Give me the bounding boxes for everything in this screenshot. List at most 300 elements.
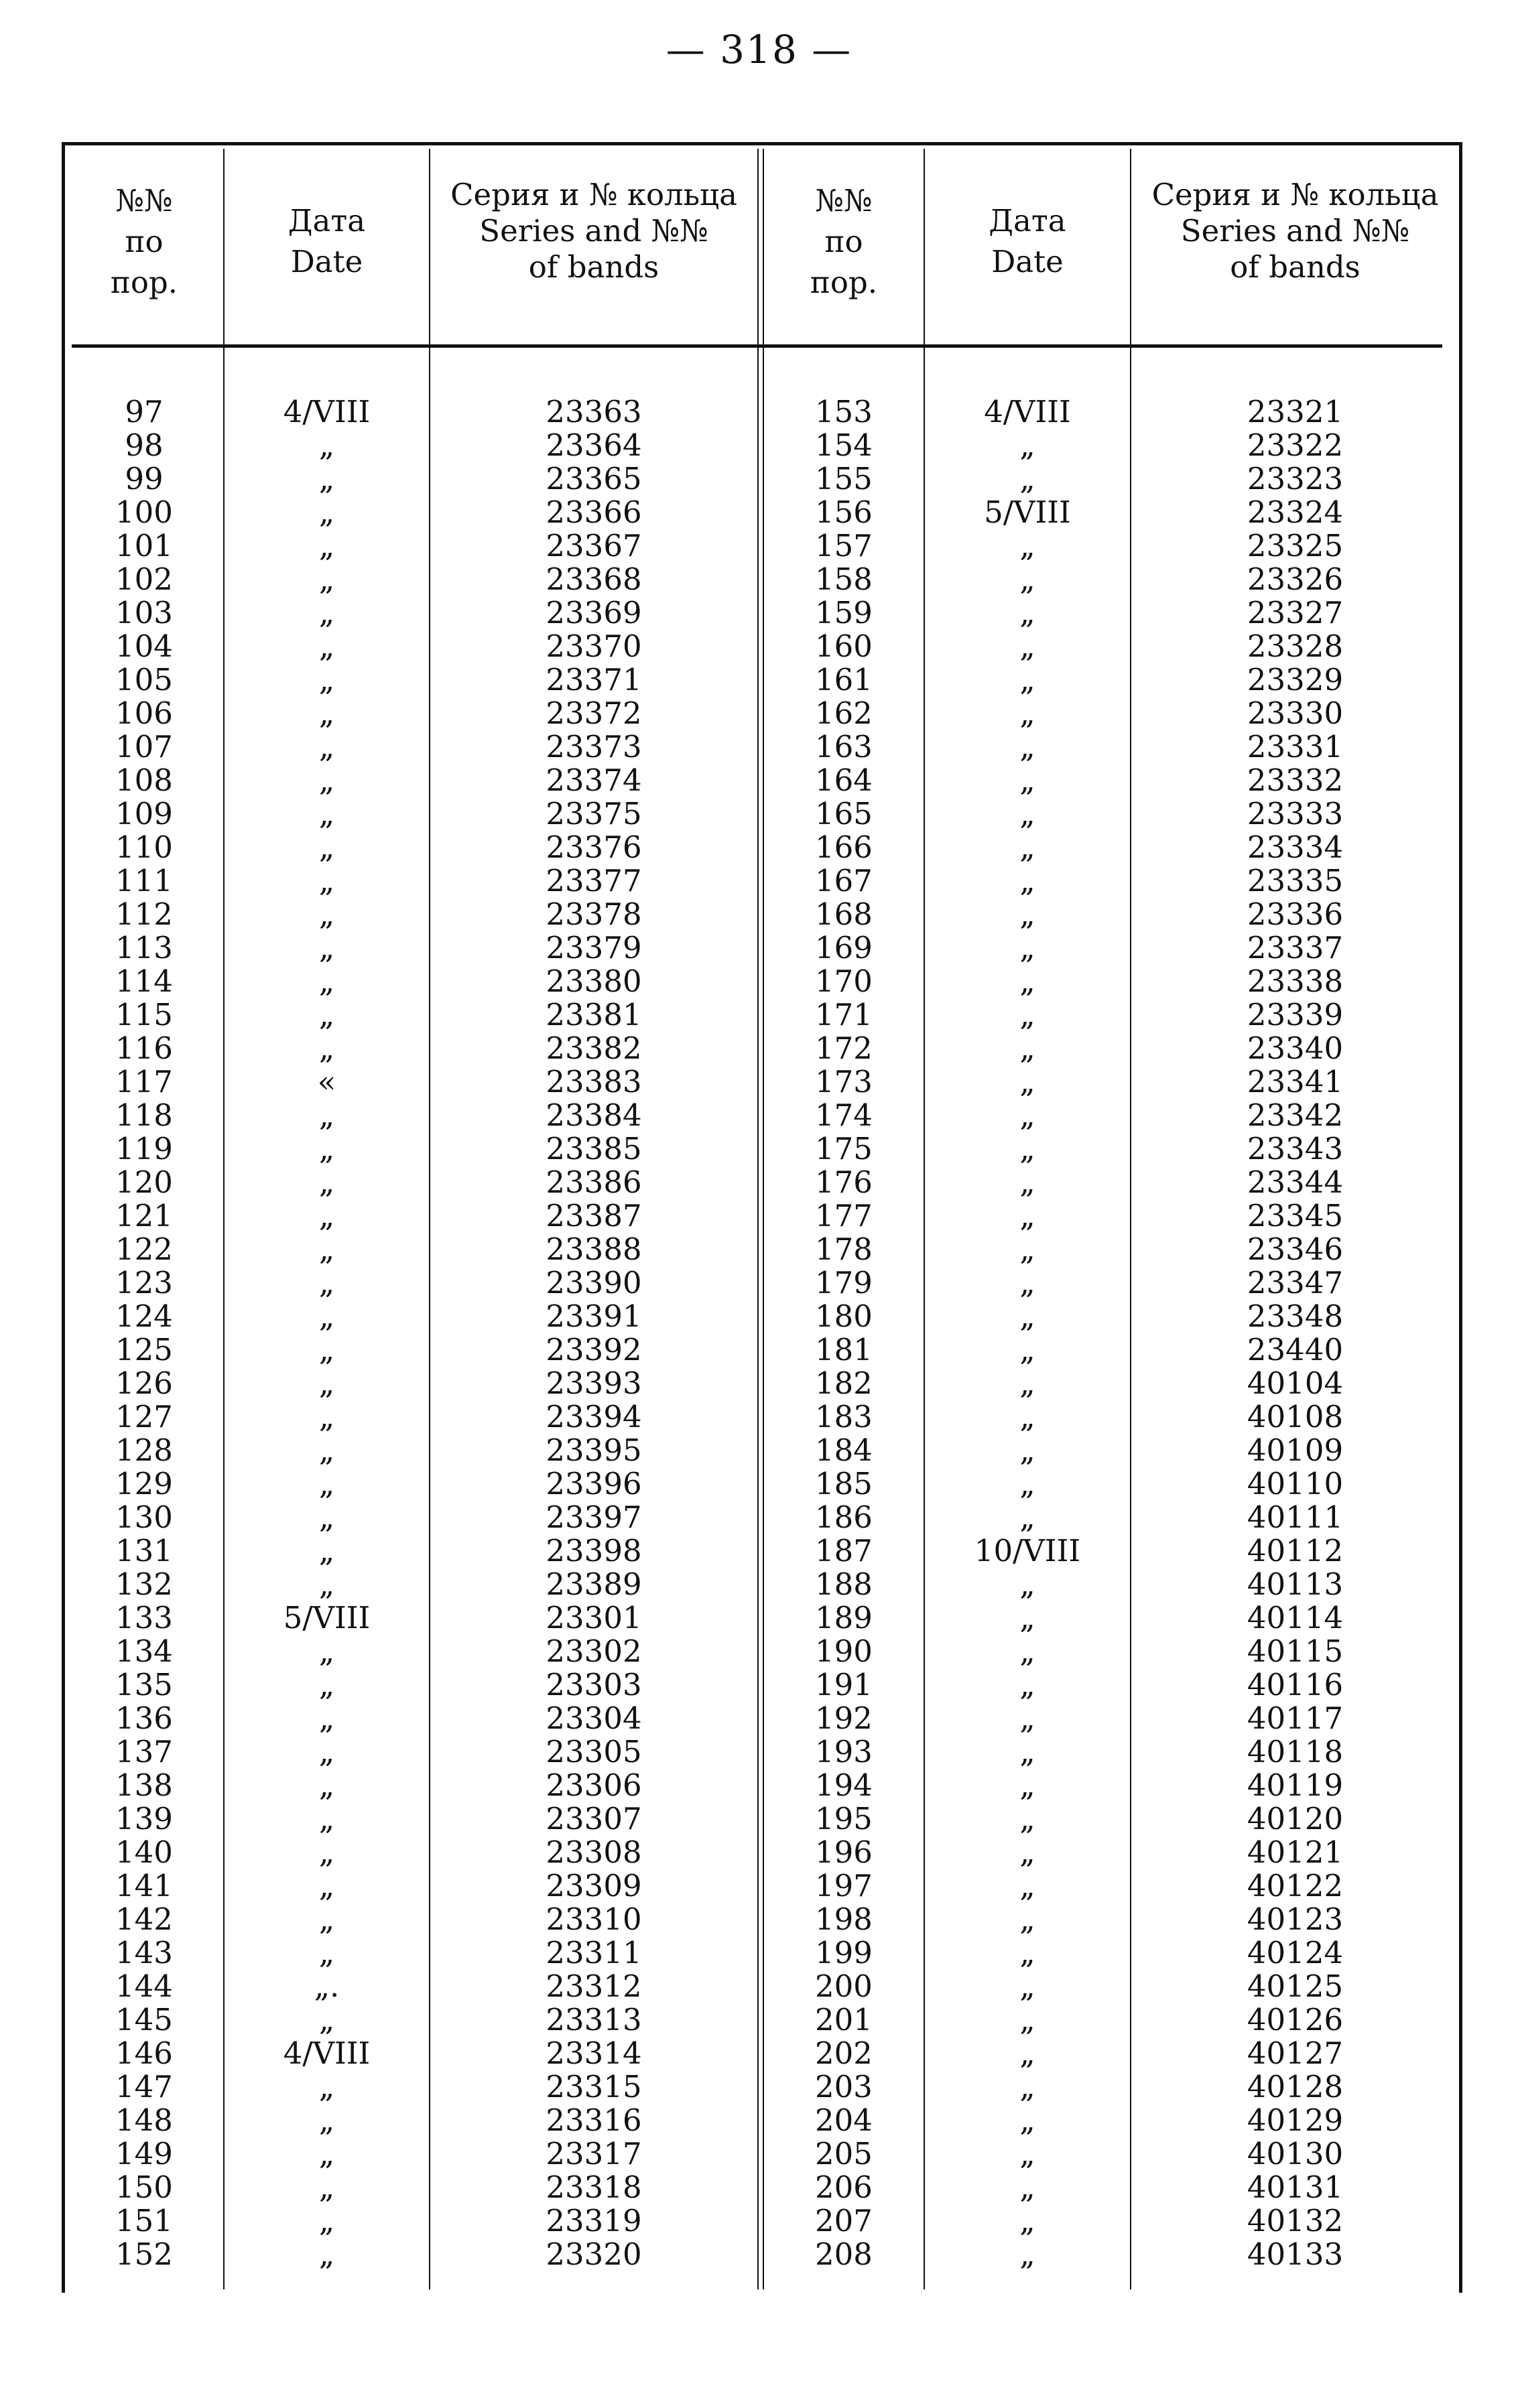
left-no-cell: 114 <box>115 963 173 999</box>
right-no-cell: 204 <box>815 2102 873 2138</box>
left-date-cell: „ <box>318 1466 335 1501</box>
right-date-cell: „ <box>1019 461 1035 496</box>
left-band-cell: 23319 <box>546 2203 642 2238</box>
left-band-cell: 23381 <box>546 997 642 1032</box>
right-band-cell: 40128 <box>1247 2069 1344 2104</box>
right-date-cell: „ <box>1019 1901 1035 1937</box>
left-no-cell: 142 <box>115 1901 173 1937</box>
left-band-cell: 23368 <box>546 561 642 597</box>
left-no-cell: 144 <box>115 1968 173 2004</box>
right-date-cell: „ <box>1019 896 1035 932</box>
left-date-cell: „ <box>318 561 335 597</box>
left-date-cell: „ <box>318 762 335 798</box>
left-no-cell: 140 <box>115 1834 173 1870</box>
left-date-cell: „ <box>318 494 335 530</box>
left-date-cell: „ <box>318 427 335 463</box>
right-band-cell: 23346 <box>1247 1231 1344 1267</box>
right-band-cell: 40131 <box>1247 2169 1344 2205</box>
left-band-cell: 23306 <box>546 1767 642 1803</box>
right-band-cell: 40133 <box>1247 2236 1344 2272</box>
right-date-cell: „ <box>1019 1164 1035 1200</box>
right-band-cell: 23327 <box>1247 595 1344 630</box>
left-date-cell: „ <box>318 1432 335 1468</box>
right-no-cell: 205 <box>815 2136 873 2171</box>
header-text: пор. <box>110 264 178 300</box>
left-no-cell: 134 <box>115 1633 173 1669</box>
left-date-cell: 4/VIII <box>283 394 371 429</box>
right-no-cell: 187 <box>815 1533 873 1568</box>
right-date-cell: „ <box>1019 1030 1035 1066</box>
right-band-cell: 23324 <box>1247 494 1344 530</box>
right-no-cell: 183 <box>815 1399 873 1434</box>
right-band-cell: 23326 <box>1247 561 1344 597</box>
left-no-cell: 116 <box>115 1030 173 1066</box>
left-band-cell: 23385 <box>546 1131 642 1166</box>
right-date-cell: „ <box>1019 1633 1035 1669</box>
left-date-cell: „ <box>318 2102 335 2138</box>
left-date-cell: „ <box>318 1198 335 1233</box>
right-no-cell: 159 <box>815 595 873 630</box>
left-date-cell: „ <box>318 1298 335 1334</box>
left-no-cell: 147 <box>115 2069 173 2104</box>
right-no-cell: 199 <box>815 1935 873 1970</box>
right-no-cell: 185 <box>815 1466 873 1501</box>
left-no-cell: 107 <box>115 729 173 764</box>
right-band-cell: 23330 <box>1247 695 1344 731</box>
right-date-cell: „ <box>1019 762 1035 798</box>
right-date-cell: „ <box>1019 1734 1035 1769</box>
left-band-cell: 23301 <box>546 1600 642 1635</box>
right-band-cell: 23345 <box>1247 1198 1344 1233</box>
right-no-cell: 207 <box>815 2203 873 2238</box>
left-date-cell: „ <box>318 2169 335 2205</box>
right-no-cell: 170 <box>815 963 873 999</box>
left-date-cell: „ <box>318 1767 335 1803</box>
left-date-cell: „ <box>318 2236 335 2272</box>
header-text: по <box>125 223 164 259</box>
right-band-cell: 23322 <box>1247 427 1344 463</box>
table-right-border <box>1459 142 1462 2293</box>
left-date-cell: „ <box>318 1667 335 1702</box>
left-no-cell: 150 <box>115 2169 173 2205</box>
left-no-cell: 115 <box>115 997 173 1032</box>
header-text: of bands <box>528 249 659 285</box>
right-no-cell: 203 <box>815 2069 873 2104</box>
left-band-cell: 23310 <box>546 1901 642 1937</box>
right-date-cell: „ <box>1019 729 1035 764</box>
table-top-rule <box>62 142 1462 145</box>
left-date-cell: „ <box>318 1834 335 1870</box>
left-no-cell: 98 <box>125 427 164 463</box>
left-date-cell: 4/VIII <box>283 2035 371 2071</box>
left-no-cell: 125 <box>115 1332 173 1367</box>
left-date-cell: „ <box>318 695 335 731</box>
left-no-cell: 105 <box>115 662 173 697</box>
left-date-cell: „ <box>318 2069 335 2104</box>
left-no-cell: 123 <box>115 1265 173 1300</box>
header-text: №№ <box>815 183 873 218</box>
left-no-cell: 117 <box>115 1064 173 1099</box>
left-band-cell: 23389 <box>546 1566 642 1602</box>
left-date-cell: „ <box>318 662 335 697</box>
left-band-cell: 23305 <box>546 1734 642 1769</box>
left-no-cell: 122 <box>115 1231 173 1267</box>
header-right-no <box>764 181 924 303</box>
left-no-cell: 109 <box>115 796 173 831</box>
right-no-cell: 193 <box>815 1734 873 1769</box>
right-date-cell: „ <box>1019 2002 1035 2037</box>
left-no-cell: 151 <box>115 2203 173 2238</box>
right-band-cell: 40121 <box>1247 1834 1344 1870</box>
right-date-cell: „ <box>1019 1968 1035 2004</box>
left-no-cell: 97 <box>125 394 164 429</box>
right-no-cell: 197 <box>815 1868 873 1903</box>
right-band-cell: 40113 <box>1247 1566 1344 1602</box>
right-no-cell: 173 <box>815 1064 873 1099</box>
left-date-cell: „ <box>318 796 335 831</box>
left-date-cell: „ <box>318 1365 335 1401</box>
right-band-cell: 23329 <box>1247 662 1344 697</box>
left-no-cell: 130 <box>115 1499 173 1535</box>
left-no-cell: 120 <box>115 1164 173 1200</box>
right-band-cell: 40132 <box>1247 2203 1344 2238</box>
right-date-cell: 4/VIII <box>984 394 1071 429</box>
right-no-cell: 190 <box>815 1633 873 1669</box>
right-band-cell: 40112 <box>1247 1533 1344 1568</box>
right-band-cell: 40104 <box>1247 1365 1344 1401</box>
right-band-cell: 40117 <box>1247 1700 1344 1736</box>
right-no-cell: 156 <box>815 494 873 530</box>
left-band-cell: 23386 <box>546 1164 642 1200</box>
header-text: по <box>824 223 863 259</box>
right-band-cell: 40115 <box>1247 1633 1344 1669</box>
right-no-cell: 169 <box>815 930 873 965</box>
left-no-cell: 139 <box>115 1801 173 1836</box>
left-band-cell: 23374 <box>546 762 642 798</box>
left-no-cell: 113 <box>115 930 173 965</box>
left-band-column <box>430 395 757 2271</box>
left-band-cell: 23363 <box>546 394 642 429</box>
left-no-cell: 121 <box>115 1198 173 1233</box>
right-no-cell: 177 <box>815 1198 873 1233</box>
right-date-cell: „ <box>1019 796 1035 831</box>
right-no-cell: 158 <box>815 561 873 597</box>
left-date-cell: „ <box>318 1901 335 1937</box>
divider-middle-a <box>757 149 759 2289</box>
right-no-cell: 186 <box>815 1499 873 1535</box>
left-date-cell: „ <box>318 1734 335 1769</box>
right-band-cell: 23335 <box>1247 863 1344 898</box>
right-no-cell: 164 <box>815 762 873 798</box>
left-date-cell: „ <box>318 896 335 932</box>
left-no-cell: 108 <box>115 762 173 798</box>
left-date-cell: „ <box>318 963 335 999</box>
right-date-cell: „ <box>1019 1097 1035 1133</box>
header-text: Date <box>991 243 1064 279</box>
right-date-cell: „ <box>1019 2169 1035 2205</box>
right-no-cell: 167 <box>815 863 873 898</box>
right-no-cell: 168 <box>815 896 873 932</box>
left-band-cell: 23396 <box>546 1466 642 1501</box>
left-band-cell: 23373 <box>546 729 642 764</box>
left-band-cell: 23390 <box>546 1265 642 1300</box>
header-text: Дата <box>288 203 366 239</box>
right-no-cell: 157 <box>815 528 873 563</box>
right-no-cell: 154 <box>815 427 873 463</box>
left-band-cell: 23318 <box>546 2169 642 2205</box>
right-band-cell: 23333 <box>1247 796 1344 831</box>
right-band-cell: 40111 <box>1247 1499 1344 1535</box>
left-band-cell: 23398 <box>546 1533 642 1568</box>
left-no-column <box>65 395 223 2271</box>
left-band-cell: 23315 <box>546 2069 642 2104</box>
left-no-cell: 148 <box>115 2102 173 2138</box>
left-band-cell: 23394 <box>546 1399 642 1434</box>
right-band-cell: 23342 <box>1247 1097 1344 1133</box>
left-band-cell: 23383 <box>546 1064 642 1099</box>
header-text: Series and №№ <box>1180 213 1410 249</box>
left-date-cell: „ <box>318 997 335 1032</box>
right-no-cell: 192 <box>815 1700 873 1736</box>
left-band-cell: 23397 <box>546 1499 642 1535</box>
left-no-cell: 126 <box>115 1365 173 1401</box>
right-band-cell: 23325 <box>1247 528 1344 563</box>
right-date-cell: „ <box>1019 2069 1035 2104</box>
header-right-date <box>925 201 1130 283</box>
right-band-cell: 23321 <box>1247 394 1344 429</box>
right-band-cell: 23347 <box>1247 1265 1344 1300</box>
right-no-cell: 162 <box>815 695 873 731</box>
left-band-cell: 23384 <box>546 1097 642 1133</box>
left-date-cell: „ <box>318 829 335 865</box>
header-right-series <box>1131 177 1459 285</box>
right-band-cell: 40130 <box>1247 2136 1344 2171</box>
right-no-column <box>764 395 924 2271</box>
right-band-cell: 40110 <box>1247 1466 1344 1501</box>
left-date-cell: „ <box>318 1265 335 1300</box>
left-date-cell: „ <box>318 528 335 563</box>
header-left-date <box>225 201 429 283</box>
right-band-column <box>1131 395 1459 2271</box>
header-text: Series and №№ <box>479 213 708 249</box>
left-band-cell: 23375 <box>546 796 642 831</box>
right-band-cell: 40122 <box>1247 1868 1344 1903</box>
header-text: Серия и № кольца <box>450 177 737 212</box>
left-no-cell: 106 <box>115 695 173 731</box>
left-date-cell: „ <box>318 1700 335 1736</box>
right-date-cell: „ <box>1019 1868 1035 1903</box>
right-band-cell: 40123 <box>1247 1901 1344 1937</box>
right-no-cell: 174 <box>815 1097 873 1133</box>
left-no-cell: 124 <box>115 1298 173 1334</box>
left-date-cell: „ <box>318 1131 335 1166</box>
right-band-cell: 23337 <box>1247 930 1344 965</box>
left-date-cell: „ <box>318 1801 335 1836</box>
right-date-cell: „ <box>1019 863 1035 898</box>
left-no-cell: 133 <box>115 1600 173 1635</box>
left-no-cell: 145 <box>115 2002 173 2037</box>
left-band-cell: 23307 <box>546 1801 642 1836</box>
left-no-cell: 101 <box>115 528 173 563</box>
right-no-cell: 181 <box>815 1332 873 1367</box>
right-date-cell: „ <box>1019 427 1035 463</box>
right-date-cell: „ <box>1019 1064 1035 1099</box>
right-date-cell: 5/VIII <box>984 494 1071 530</box>
right-date-cell: 10/VIII <box>974 1533 1081 1568</box>
right-band-cell: 40114 <box>1247 1600 1344 1635</box>
left-no-cell: 127 <box>115 1399 173 1434</box>
right-band-cell: 23339 <box>1247 997 1344 1032</box>
right-date-cell: „ <box>1019 561 1035 597</box>
right-no-cell: 191 <box>815 1667 873 1702</box>
right-band-cell: 40118 <box>1247 1734 1344 1769</box>
right-no-cell: 175 <box>815 1131 873 1166</box>
left-date-cell: „ <box>318 1231 335 1267</box>
right-date-cell: „ <box>1019 1231 1035 1267</box>
right-date-cell: „ <box>1019 1600 1035 1635</box>
right-date-cell: „ <box>1019 695 1035 731</box>
right-date-cell: „ <box>1019 528 1035 563</box>
right-date-cell: „ <box>1019 1365 1035 1401</box>
right-no-cell: 166 <box>815 829 873 865</box>
right-date-cell: „ <box>1019 1298 1035 1334</box>
left-no-cell: 132 <box>115 1566 173 1602</box>
left-date-cell: „. <box>314 1968 340 2004</box>
left-no-cell: 112 <box>115 896 173 932</box>
right-band-cell: 40116 <box>1247 1667 1344 1702</box>
right-date-cell: „ <box>1019 997 1035 1032</box>
left-band-cell: 23393 <box>546 1365 642 1401</box>
left-band-cell: 23380 <box>546 963 642 999</box>
left-band-cell: 23316 <box>546 2102 642 2138</box>
left-band-cell: 23312 <box>546 1968 642 2004</box>
left-band-cell: 23303 <box>546 1667 642 1702</box>
right-date-cell: „ <box>1019 2035 1035 2071</box>
left-date-cell: „ <box>318 1868 335 1903</box>
left-no-cell: 136 <box>115 1700 173 1736</box>
left-band-cell: 23366 <box>546 494 642 530</box>
right-no-cell: 160 <box>815 628 873 664</box>
left-no-cell: 146 <box>115 2035 173 2071</box>
left-band-cell: 23304 <box>546 1700 642 1736</box>
left-band-cell: 23395 <box>546 1432 642 1468</box>
left-no-cell: 149 <box>115 2136 173 2171</box>
right-date-cell: „ <box>1019 1935 1035 1970</box>
right-no-cell: 196 <box>815 1834 873 1870</box>
left-band-cell: 23364 <box>546 427 642 463</box>
right-no-cell: 198 <box>815 1901 873 1937</box>
left-date-cell: „ <box>318 1332 335 1367</box>
right-date-cell: „ <box>1019 1767 1035 1803</box>
left-date-cell: „ <box>318 1499 335 1535</box>
right-no-cell: 155 <box>815 461 873 496</box>
right-band-cell: 23323 <box>1247 461 1344 496</box>
left-band-cell: 23367 <box>546 528 642 563</box>
left-date-cell: „ <box>318 1097 335 1133</box>
right-no-cell: 206 <box>815 2169 873 2205</box>
left-date-cell: „ <box>318 1533 335 1568</box>
right-date-cell: „ <box>1019 1332 1035 1367</box>
header-text: Серия и № кольца <box>1151 177 1439 212</box>
header-left-no <box>65 181 223 303</box>
right-no-cell: 201 <box>815 2002 873 2037</box>
left-date-cell: „ <box>318 2203 335 2238</box>
right-no-cell: 153 <box>815 394 873 429</box>
right-band-cell: 23338 <box>1247 963 1344 999</box>
left-no-cell: 110 <box>115 829 173 865</box>
left-date-cell: „ <box>318 461 335 496</box>
right-no-cell: 200 <box>815 1968 873 2004</box>
right-date-cell: „ <box>1019 2136 1035 2171</box>
left-band-cell: 23388 <box>546 1231 642 1267</box>
left-date-cell: „ <box>318 1566 335 1602</box>
left-no-cell: 135 <box>115 1667 173 1702</box>
left-band-cell: 23313 <box>546 2002 642 2037</box>
right-no-cell: 165 <box>815 796 873 831</box>
left-band-cell: 23378 <box>546 896 642 932</box>
right-date-cell: „ <box>1019 1499 1035 1535</box>
right-no-cell: 189 <box>815 1600 873 1635</box>
right-band-cell: 23340 <box>1247 1030 1344 1066</box>
left-band-cell: 23370 <box>546 628 642 664</box>
left-no-cell: 119 <box>115 1131 173 1166</box>
left-band-cell: 23314 <box>546 2035 642 2071</box>
left-band-cell: 23320 <box>546 2236 642 2272</box>
right-band-cell: 40120 <box>1247 1801 1344 1836</box>
right-band-cell: 23328 <box>1247 628 1344 664</box>
right-no-cell: 176 <box>815 1164 873 1200</box>
left-no-cell: 100 <box>115 494 173 530</box>
header-left-series <box>430 177 757 285</box>
right-band-cell: 40124 <box>1247 1935 1344 1970</box>
left-date-cell: „ <box>318 1030 335 1066</box>
band-records-table <box>62 142 1462 2293</box>
left-date-cell: „ <box>318 2136 335 2171</box>
right-date-cell: „ <box>1019 1265 1035 1300</box>
right-band-cell: 23341 <box>1247 1064 1344 1099</box>
right-date-cell: „ <box>1019 2102 1035 2138</box>
left-date-cell: 5/VIII <box>283 1600 371 1635</box>
right-no-cell: 180 <box>815 1298 873 1334</box>
left-band-cell: 23369 <box>546 595 642 630</box>
right-band-cell: 40108 <box>1247 1399 1344 1434</box>
right-band-cell: 40125 <box>1247 1968 1344 2004</box>
right-band-cell: 40119 <box>1247 1767 1344 1803</box>
right-band-cell: 23344 <box>1247 1164 1344 1200</box>
left-date-cell: « <box>317 1064 336 1099</box>
left-band-cell: 23308 <box>546 1834 642 1870</box>
left-band-cell: 23372 <box>546 695 642 731</box>
left-date-cell: „ <box>318 1633 335 1669</box>
right-date-cell: „ <box>1019 2236 1035 2272</box>
left-band-cell: 23379 <box>546 930 642 965</box>
left-band-cell: 23382 <box>546 1030 642 1066</box>
right-no-cell: 178 <box>815 1231 873 1267</box>
right-date-cell: „ <box>1019 1700 1035 1736</box>
right-band-cell: 23440 <box>1247 1332 1344 1367</box>
right-no-cell: 172 <box>815 1030 873 1066</box>
right-band-cell: 40129 <box>1247 2102 1344 2138</box>
left-no-cell: 99 <box>125 461 164 496</box>
left-date-cell: „ <box>318 1164 335 1200</box>
left-no-cell: 131 <box>115 1533 173 1568</box>
right-date-cell: „ <box>1019 628 1035 664</box>
right-date-cell: „ <box>1019 1566 1035 1602</box>
left-no-cell: 143 <box>115 1935 173 1970</box>
right-date-cell: „ <box>1019 1466 1035 1501</box>
right-band-cell: 23348 <box>1247 1298 1344 1334</box>
right-date-cell: „ <box>1019 2203 1035 2238</box>
